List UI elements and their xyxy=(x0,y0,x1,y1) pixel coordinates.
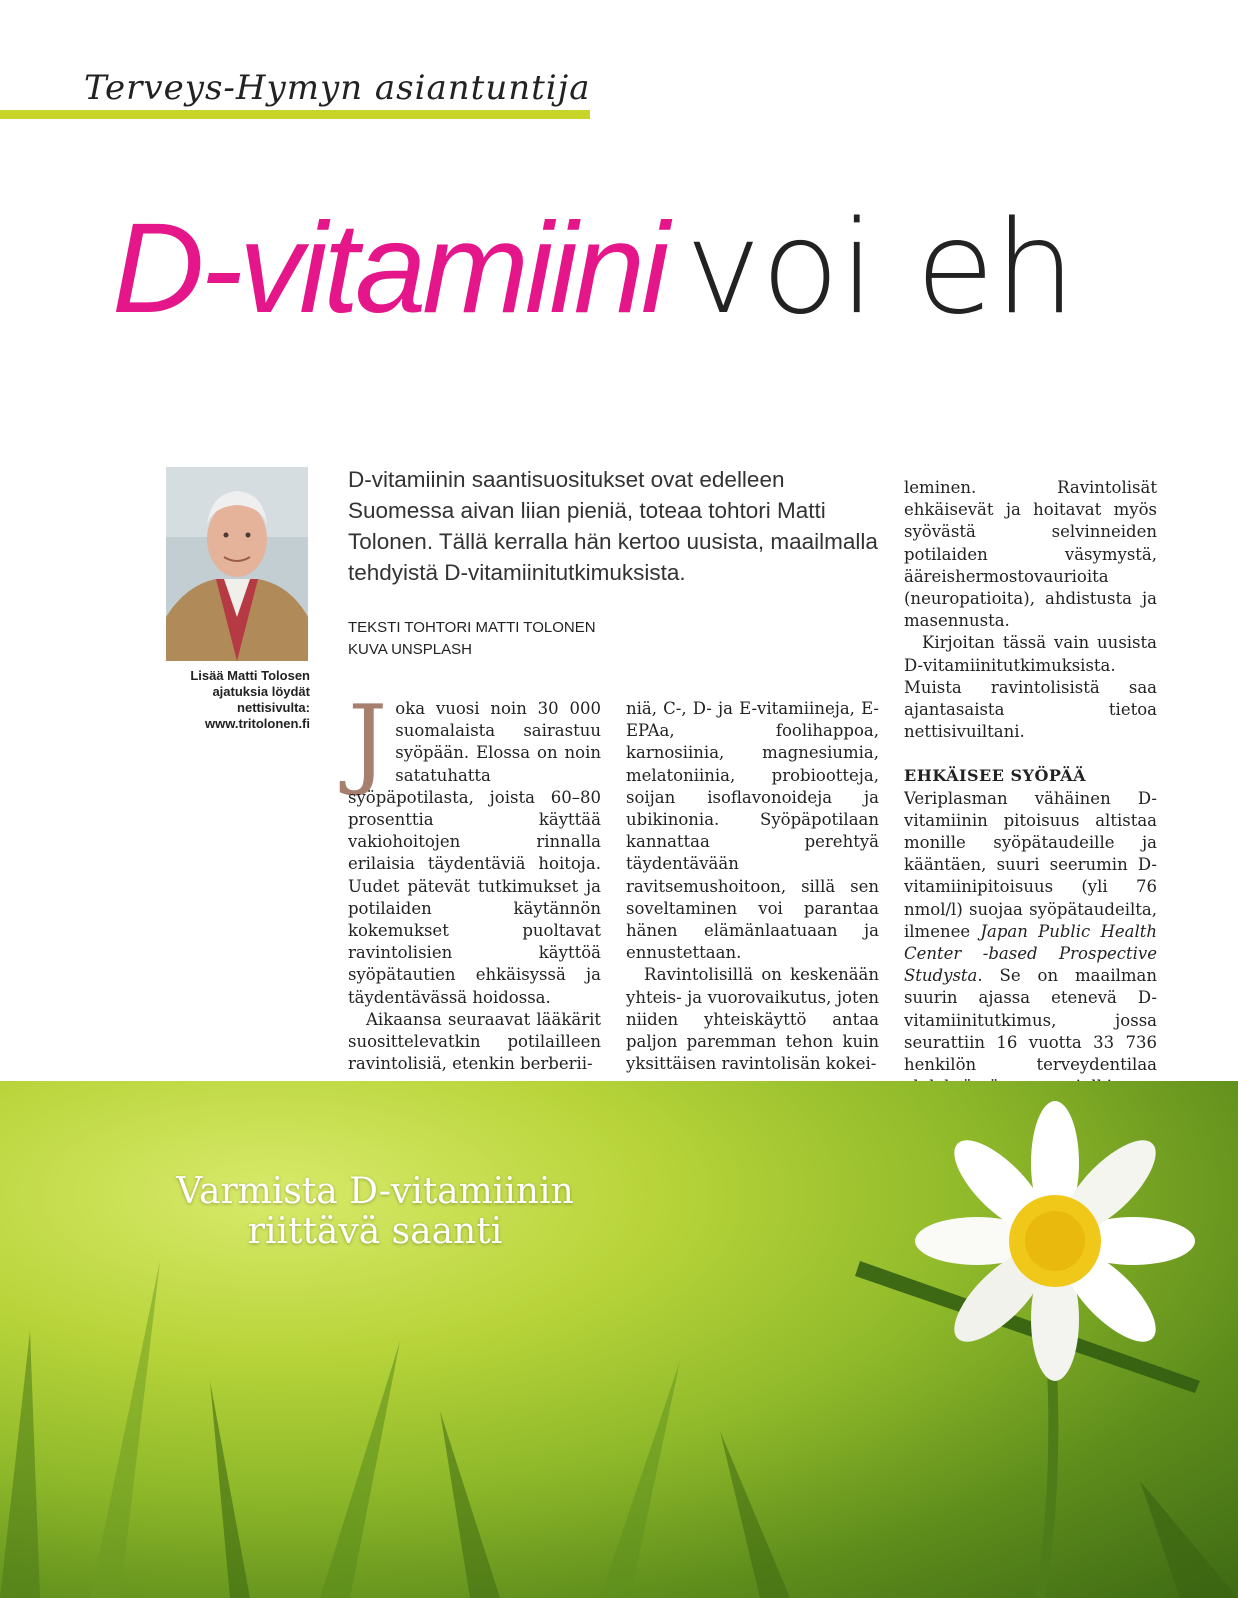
body-column-2 xyxy=(626,698,879,1075)
lead-paragraph: D-vitamiinin saantisuositukset ovat edelleen Suomessa aivan liian pieniä, toteaa tohtori Matti Tolonen. Tällä kerralla hän kertoo uusista, maailmalla tehdyistä D-vitamiinitutkimuksista. xyxy=(348,467,878,585)
author-portrait-image xyxy=(166,467,308,661)
article-credits xyxy=(348,617,596,661)
body-paragraph: niä, C-, D- ja E-vitamiineja, E-EPAa, foolihappoa, karnosiinia, magnesiumia, melatoniinia, probiootteja, soijan isoflavonoideja ja ubikinonia. Syöpäpotilaan kannattaa perehtyä täydentävään ravitsemushoitoon, sillä sen soveltaminen voi parantaa hänen elämänlaatuaan ja ennustettaan. xyxy=(626,699,879,963)
article-headline xyxy=(112,194,1076,343)
body-paragraph: leminen. Ravintolisät ehkäisevät ja hoitavat myös syövästä selvinneiden potilaiden väsymystä, ääreishermostovaurioita (neuropatioita), ahdistusta ja masennusta. xyxy=(904,478,1157,631)
section-accent-bar xyxy=(0,110,590,119)
body-paragraph: Ravintolisillä on keskenään yhteis- ja vuorovaikutus, joten niiden yhteiskäyttö antaa paljon paremman tehon kuin yksittäisen ravintolisän kokei- xyxy=(626,965,879,1074)
body-paragraph xyxy=(348,685,601,1009)
author-caption: Lisää Matti Tolosen ajatuksia löydät nettisivulta: www.tritolonen.fi xyxy=(190,668,310,731)
body-paragraph: Aikaansa seuraavat lääkärit suosittelevatkin potilailleen ravintolisiä, etenkin berberii- xyxy=(348,1009,601,1074)
daisy-photo xyxy=(0,1081,1238,1598)
photo-title-line-2: riittävä saanti xyxy=(247,1211,503,1252)
paragraph-text: Veriplasman vähäinen D-vitamiinin pitoisuus altistaa monille syöpätaudeille ja kääntäen, suuri seerumin D-vitamiinipitoisuus (yli 76 nmol/l) suojaa syöpätaudeilta, ilmenee xyxy=(904,788,1157,941)
photo-title-line-1: Varmista D-vitamiinin xyxy=(176,1171,574,1212)
body-column-3 xyxy=(904,477,1157,1121)
drop-cap: J xyxy=(348,685,388,799)
headline-accent: D-vitamiini xyxy=(112,197,666,340)
section-label: Terveys-Hymyn asiantuntija xyxy=(84,68,591,108)
credit-photo: KUVA UNSPLASH xyxy=(348,641,472,658)
author-portrait xyxy=(166,467,308,661)
body-paragraph: Kirjoitan tässä vain uusista D-vitamiinitutkimuksista. Muista ravintolisistä saa ajantasaista tietoa nettisivuiltani. xyxy=(904,633,1157,742)
headline-rest: voi eh xyxy=(685,194,1076,343)
study-name: Japan Public Health Center -based Prospective Studysta xyxy=(904,921,1157,986)
photo-title xyxy=(0,1172,750,1252)
paragraph-text: oka vuosi noin 30 000 suomalaista sairastuu syöpään. Elossa on noin satatuhatta syöpäpotilasta, joista 60–80 prosenttia käyttää vakiohoitojen rinnalla erilaisia täydentäviä hoitoja. Uudet pätevät tutkimukset ja potilaiden käytännön kokemukset puoltavat ravintolisien käyttöä syöpätautien ehkäisyssä ja täydentävässä hoidossa. xyxy=(348,699,601,1007)
paragraph-text: . Se on maailman suurin ajassa etenevä D-vitamiinitutkimus, jossa seurattiin 16 vuotta 33 736 henkilön terveydentilaa xyxy=(904,966,1157,1075)
body-paragraph xyxy=(904,788,1157,1121)
section-header xyxy=(0,58,600,124)
daisy-grass-image xyxy=(0,1081,1238,1598)
credit-text: TEKSTI TOHTORI MATTI TOLONEN xyxy=(348,619,596,636)
body-column-1 xyxy=(348,685,601,1075)
subheading: EHKÄISEE SYÖPÄÄ xyxy=(904,766,1087,786)
